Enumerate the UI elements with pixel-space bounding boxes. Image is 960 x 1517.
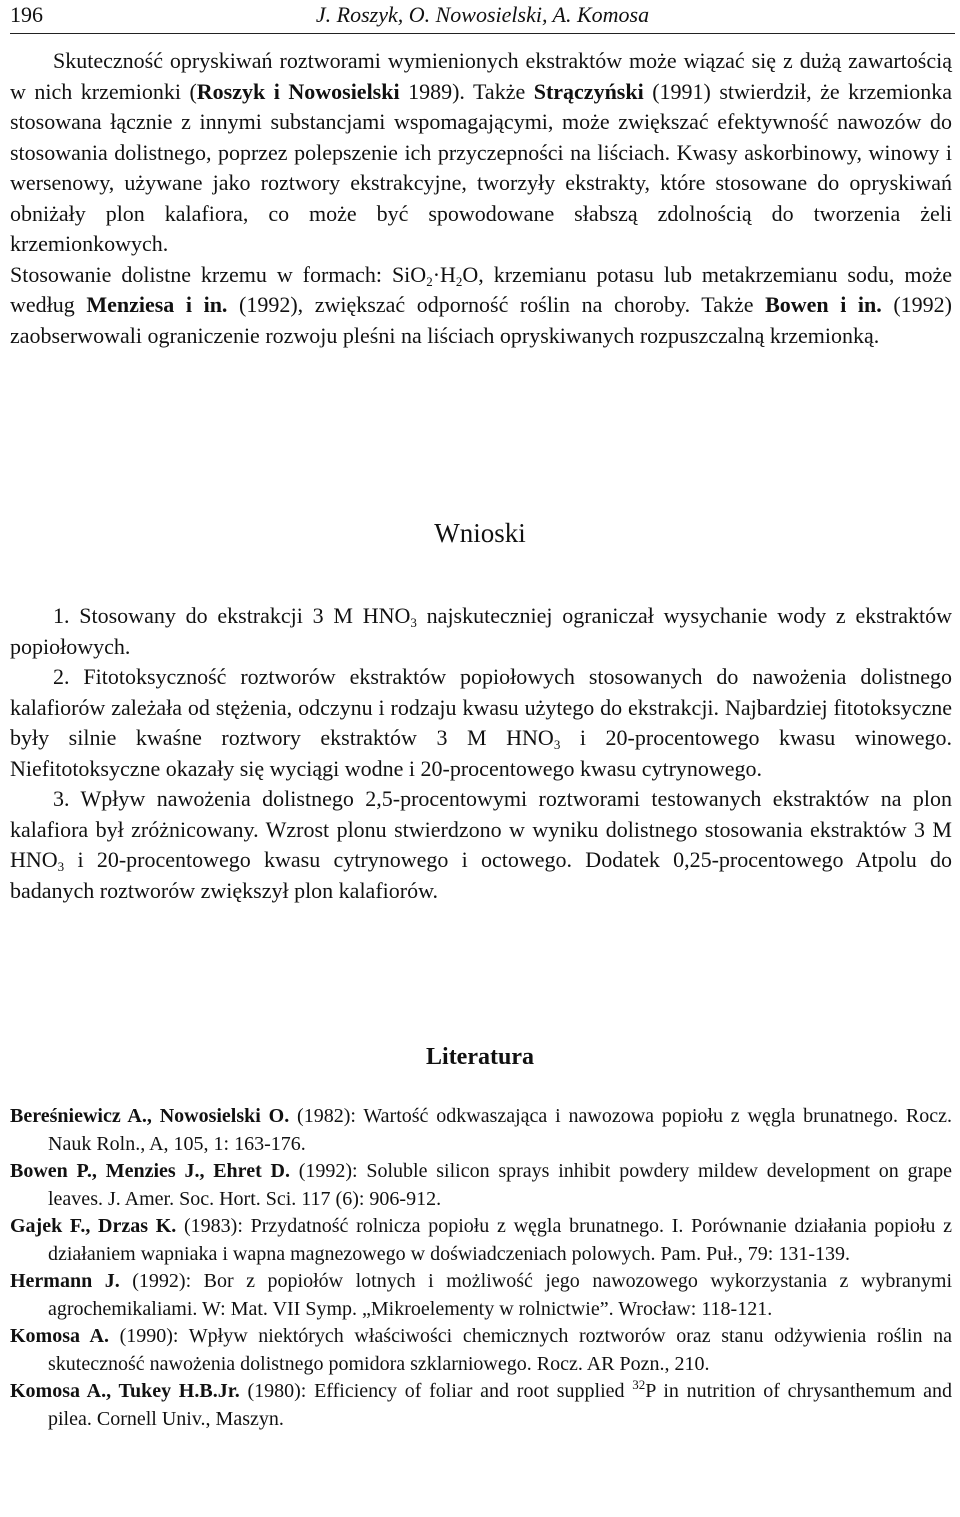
reference-authors: Komosa A. bbox=[10, 1325, 109, 1347]
text-run: 2. Fitotoksyczność roztworów ekstraktów popiołowych stosowanych do nawożenia dolistnego kalafiorów zależała od stężenia, odczynu i rodzaju kwasu użytego do ekstrakcji. Najbardziej fitotoksyczne były silnie kwaśne roztwory ekstraktów 3 M HNO bbox=[10, 664, 952, 750]
paragraph bbox=[10, 46, 952, 260]
subscript: 3 bbox=[553, 737, 561, 752]
reference-authors: Komosa A., Tukey H.B.Jr. bbox=[10, 1380, 240, 1402]
page-number: 196 bbox=[10, 2, 43, 27]
author-citation: Bowen i in. bbox=[765, 292, 882, 317]
reference-item bbox=[10, 1103, 952, 1158]
section-title-conclusions: Wnioski bbox=[434, 518, 526, 548]
reference-text: P in nutrition of chrysanthemum and pilea. Cornell Univ., Maszyn. bbox=[48, 1380, 953, 1430]
conclusions-section bbox=[10, 601, 952, 906]
text-run: 1989). Także bbox=[399, 78, 534, 104]
subscript: 3 bbox=[410, 615, 417, 630]
running-title: J. Roszyk, O. Nowosielski, A. Komosa bbox=[315, 2, 650, 27]
reference-item bbox=[10, 1213, 952, 1268]
text-run: (1991) stwierdził, że krzemionka stosowana łącznie z innymi substancjami wspomagającymi, może zwiększać efektywność nawozów do stosowania dolistnego, poprzez polepszenie ich przyczepności na liściach. Kwasy askorbinowy, winowy i wersenowy, używane jako roztwory ekstrakcyjne, tworzyły ekstrakty, które stosowane do opryskiwań obniżały plon kalafiora, co może być spowodowane słabszą zdolnością do tworzenia żeli krzemionkowych. bbox=[10, 78, 952, 256]
intro-section bbox=[10, 46, 952, 351]
text-run: ·H bbox=[432, 261, 456, 287]
author-citation: Roszyk i Nowosielski bbox=[196, 78, 400, 104]
text-run: (1992), zwiększać odporność roślin na choroby. Także bbox=[227, 292, 766, 317]
text-run: i 20-procentowego kwasu cytrynowego i octowego. Dodatek 0,25-procentowego Atpolu do badanych roztworów zwiększył plon kalafiorów. bbox=[10, 847, 952, 903]
text-run: (1992) zaobserwowali ograniczenie rozwoju pleśni na liściach opryskiwanych rozpuszczalną krzemionką. bbox=[10, 292, 953, 348]
reference-authors: Gajek F., Drzas K. bbox=[10, 1215, 177, 1237]
reference-text: (1983): Przydatność rolnicza popiołu z węgla brunatnego. I. Porównanie działania popiołu z działaniem wapniaka i wapna magnezowego w doświadczeniach polowych. Pam. Puł., 79: 131-139. bbox=[48, 1215, 952, 1265]
reference-text: (1980): Efficiency of foliar and root supplied bbox=[239, 1380, 633, 1402]
reference-text: (1990): Wpływ niektórych właściwości chemicznych roztworów oraz stanu odżywienia roślin na skuteczność nawożenia dolistnego pomidora szklarniowego. Rocz. AR Pozn., 210. bbox=[48, 1325, 952, 1375]
text-run: najskuteczniej ograniczał wysychanie wody z ekstraktów popiołowych. bbox=[10, 603, 952, 659]
subscript: 2 bbox=[455, 273, 463, 289]
reference-item bbox=[10, 1323, 952, 1378]
page-header bbox=[10, 0, 955, 34]
section-title-literature: Literatura bbox=[426, 1044, 534, 1070]
text-run: i 20-procentowego kwasu winowego. Niefitotoksyczne okazały się wyciągi wodne i 20-procentowego kwasu cytrynowego. bbox=[10, 725, 952, 781]
reference-text: (1982): Wartość odkwaszająca i nawozowa popiołu z węgla brunatnego. Rocz. Nauk Roln., A, 105, 1: 163-176. bbox=[48, 1105, 952, 1155]
subscript: 2 bbox=[426, 273, 433, 289]
text-run: Stosowanie dolistne krzemu w formach: SiO bbox=[10, 261, 427, 287]
reference-authors: Hermann J. bbox=[10, 1270, 120, 1292]
conclusion-item bbox=[10, 662, 952, 784]
reference-item bbox=[10, 1378, 952, 1433]
text-run: 1. Stosowany do ekstrakcji 3 M HNO bbox=[53, 603, 411, 628]
reference-list bbox=[10, 1103, 952, 1433]
text-run: 3. Wpływ nawożenia dolistnego 2,5-procentowymi roztworami testowanych ekstraktów na plon kalafiora był zróżnicowany. Wzrost plonu stwierdzono w wyniku dolistnego stosowania ekstraktów 3 M HNO bbox=[10, 786, 952, 872]
conclusion-item bbox=[10, 601, 952, 662]
reference-item bbox=[10, 1268, 952, 1323]
reference-authors: Bowen P., Menzies J., Ehret D. bbox=[10, 1160, 290, 1182]
subscript: 3 bbox=[57, 859, 65, 874]
paragraph bbox=[10, 260, 952, 352]
superscript: 32 bbox=[632, 1377, 646, 1392]
text-run: O, krzemianu potasu lub metakrzemianu sodu, może według bbox=[10, 261, 952, 317]
reference-text: (1992): Bor z popiołów lotnych i możliwość jego nawozowego wykorzystania z wybranymi agrochemikaliami. W: Mat. VII Symp. „Mikroelementy w rolnictwie”. Wrocław: 118-121. bbox=[48, 1270, 952, 1320]
author-citation: Strączyński bbox=[533, 78, 644, 104]
reference-text: (1992): Soluble silicon sprays inhibit powdery mildew development on grape leaves. J. Amer. Soc. Hort. Sci. 117 (6): 906-912. bbox=[48, 1160, 952, 1210]
text-run: Skuteczność opryskiwań roztworami wymienionych ekstraktów może wiązać się z dużą zawartością w nich krzemionki ( bbox=[10, 48, 952, 104]
conclusion-item bbox=[10, 784, 952, 906]
reference-authors: Bereśniewicz A., Nowosielski O. bbox=[10, 1105, 290, 1127]
author-citation: Menziesa i in. bbox=[86, 292, 228, 317]
reference-item bbox=[10, 1158, 952, 1213]
